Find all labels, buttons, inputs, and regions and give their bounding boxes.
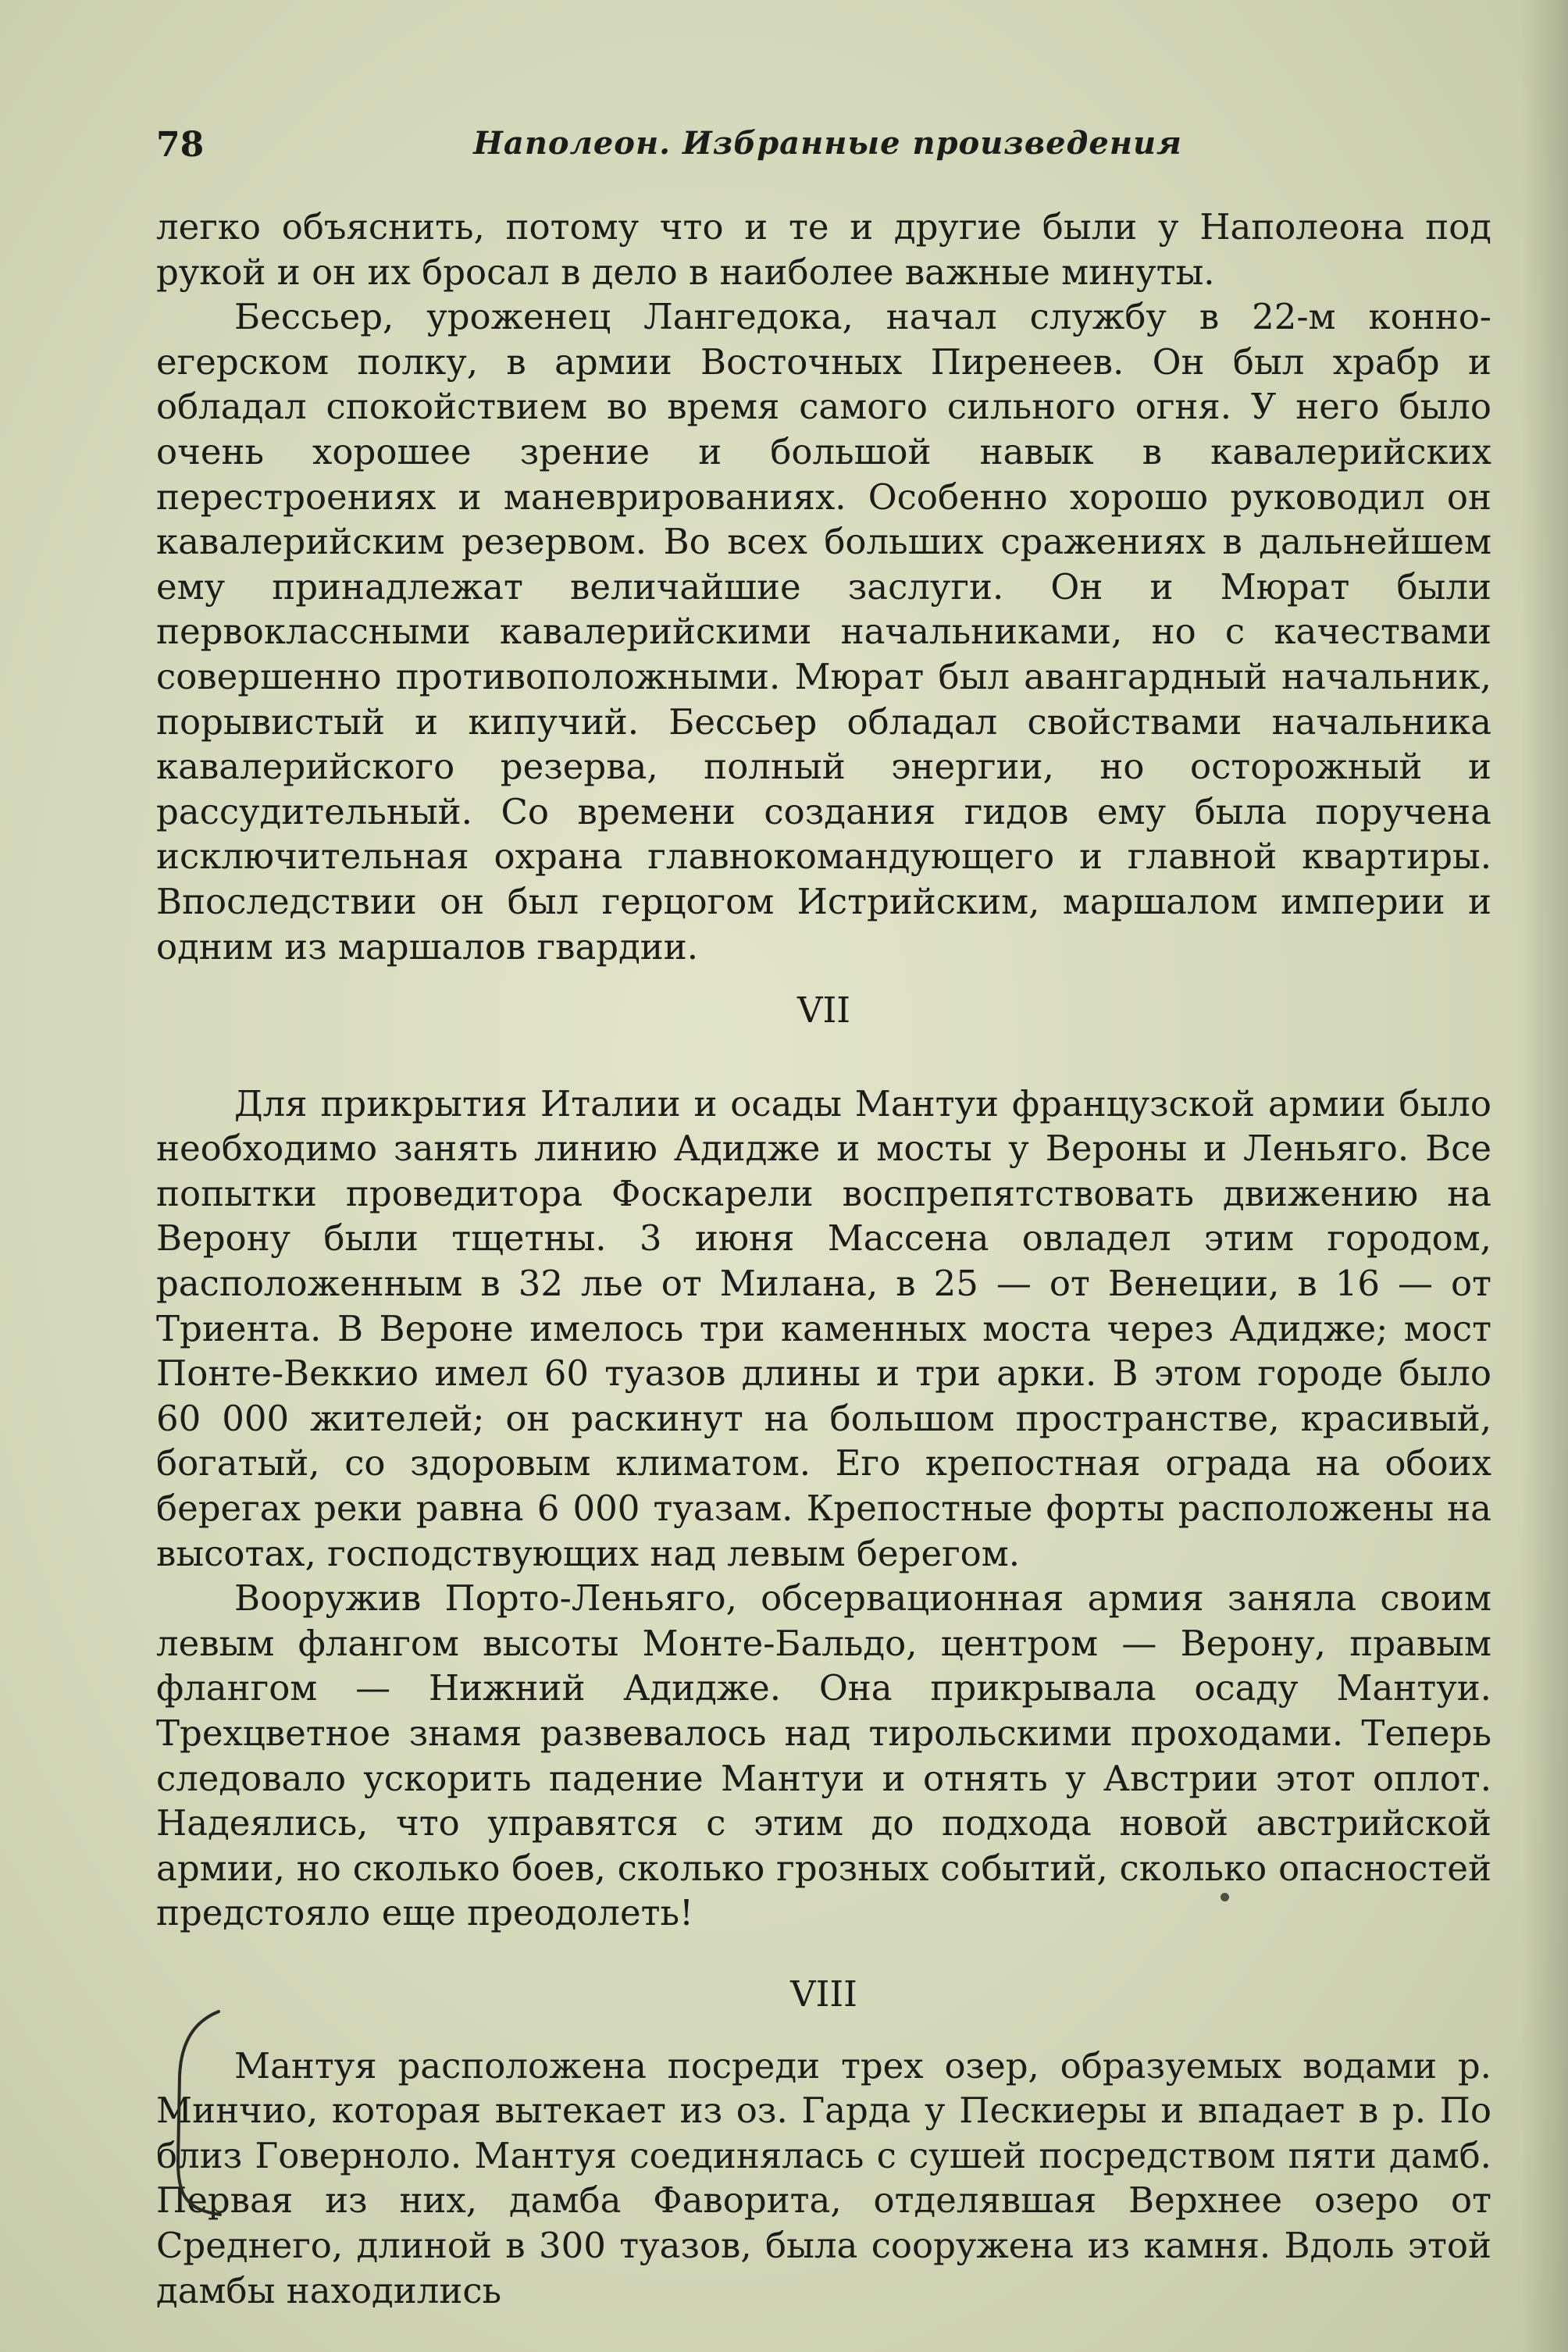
paragraph: Бессьер, уроженец Лангедока, начал службу в 22-м конно-егерском полку, в армии Восточных Пиренеев. Он был храбр и обладал спокойствием во время самого сильного огня. У него было очень хорошее зрение и большой навык в кавалерийских перестроениях и маневрированиях. Особенно хорошо руководил он кавалерийским резервом. Во всех больших сражениях в дальнейшем ему принадлежат величайшие заслуги. Он и Мюрат были первоклассными кавалерийскими начальниками, но с качествами совершенно противоположными. Мюрат был авангардный начальник, порывистый и кипучий. Бессьер обладал свойствами начальника кавалерийского резерва, полный энергии, но осторожный и рассудительный. Со времени создания гидов ему была поручена исключительная охрана главнокомандующего и главной квартиры. Впоследствии он был герцогом Истрийским, маршалом империи и одним из маршалов гвардии.: [156, 296, 1491, 968]
page-number: 78: [156, 125, 205, 165]
running-title: Наполеон. Избранные произведения: [473, 125, 1182, 162]
body-text: [156, 205, 1491, 2313]
section-heading-vii: VII: [796, 989, 851, 1032]
ink-spot: [1221, 1893, 1229, 1901]
paragraph: Мантуя расположена посреди трех озер, образуемых водами р. Минчио, которая вытекает из оз. Гарда у Пескиеры и впадает в р. По близ Говерноло. Мантуя соединялась с сушей посредством пяти дамб. Первая из них, дамба Фаворита, отделявшая Верхнее озеро от Среднего, длиной в 300 туазов, была сооружена из камня. Вдоль этой дамбы находились: [156, 2044, 1491, 2311]
page-edge-shadow: [1521, 0, 1568, 2352]
paragraph: легко объяснить, потому что и те и другие были у Наполеона под рукой и он их бросал в дело в наиболее важные минуты.: [156, 206, 1491, 293]
section-heading-viii: VIII: [790, 1972, 857, 2015]
paragraph: Вооружив Порто-Леньяго, обсервационная армия заняла своим левым флангом высоты Монте-Бальдо, центром — Верону, правым флангом — Нижний Адидже. Она прикрывала осаду Мантуи. Трехцветное знамя развевалось над тирольскими проходами. Теперь следовало ускорить падение Мантуи и отнять у Австрии этот оплот. Надеялись, что управятся с этим до подхода новой австрийской армии, но сколько боев, сколько грозных событий, сколько опасностей предстояло еще преодолеть!: [156, 1577, 1491, 1934]
paragraph: Для прикрытия Италии и осады Мантуи французской армии было необходимо занять линию Адидже и мосты у Вероны и Леньяго. Все попытки проведитора Фоскарели воспрепятствовать движению на Верону были тщетны. 3 июня Массена овладел этим городом, расположенным в 32 лье от Милана, в 25 — от Венеции, в 16 — от Триента. В Вероне имелось три каменных моста через Адидже; мост Понте-Веккио имел 60 туазов длины и три арки. В этом городе было 60 000 жителей; он раскинут на большом пространстве, красивый, богатый, со здоровым климатом. Его крепостная ограда на обоих берегах реки равна 6 000 туазам. Крепостные форты расположены на высотах, господствующих над левым берегом.: [156, 1082, 1491, 1574]
page-header: [156, 125, 1499, 172]
handwritten-bracket-mark: [164, 2005, 226, 2224]
